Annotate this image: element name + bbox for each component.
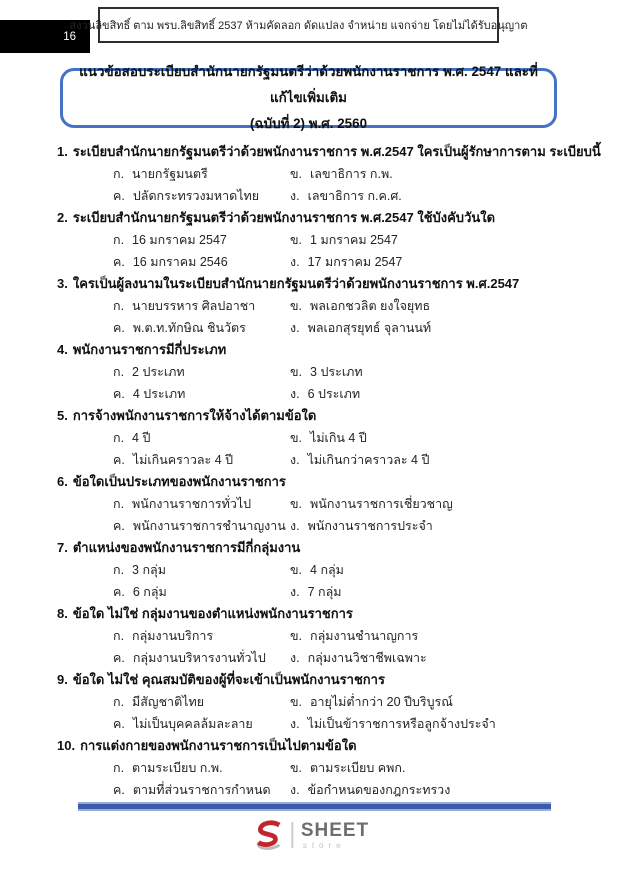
choice-d bbox=[290, 713, 587, 735]
choice-label: ก. bbox=[113, 167, 125, 181]
choice-text: 4 กลุ่ม bbox=[310, 563, 344, 577]
choice-text: อายุไม่ต่ำกว่า 20 ปีบริบูรณ์ bbox=[310, 695, 453, 709]
document-title-box bbox=[60, 64, 557, 131]
choice-label: ข. bbox=[290, 365, 303, 379]
choice-label: ค. bbox=[113, 585, 125, 599]
choice-text: กลุ่มงานบริหารงานทั่วไป bbox=[132, 651, 266, 665]
question-options bbox=[57, 295, 587, 339]
choice-d bbox=[290, 449, 587, 471]
choice-label: ค. bbox=[113, 519, 125, 533]
question-block bbox=[57, 735, 587, 801]
choice-c bbox=[113, 383, 290, 405]
choice-d bbox=[290, 317, 587, 339]
choice-label: ง. bbox=[290, 321, 300, 335]
question-text: การจ้างพนักงานราชการให้จ้างได้ตามข้อใด bbox=[72, 408, 317, 423]
choice-label: ข. bbox=[290, 497, 303, 511]
question-heading bbox=[57, 405, 587, 427]
choice-text: ตามระเบียบ คพก. bbox=[310, 761, 406, 775]
question-heading bbox=[57, 735, 587, 757]
question-block bbox=[57, 537, 587, 603]
choice-b bbox=[290, 229, 587, 251]
choice-text: กลุ่มงานชำนาญการ bbox=[310, 629, 419, 643]
choice-a bbox=[113, 361, 290, 383]
choice-label: ข. bbox=[290, 299, 303, 313]
choice-label: ค. bbox=[113, 255, 125, 269]
question-options bbox=[57, 361, 587, 405]
question-heading bbox=[57, 141, 601, 163]
choice-a bbox=[113, 295, 290, 317]
choice-label: ข. bbox=[290, 629, 303, 643]
choice-text: ตามที่ส่วนราชการกำหนด bbox=[132, 783, 271, 797]
choice-text: ไม่เป็นบุคคลล้มละลาย bbox=[132, 717, 253, 731]
question-block bbox=[57, 471, 587, 537]
choice-label: ก. bbox=[113, 365, 125, 379]
question-block bbox=[57, 669, 587, 735]
choice-text: กลุ่มงานวิชาชีพเฉพาะ bbox=[307, 651, 427, 665]
choice-text: ปลัดกระทรวงมหาดไทย bbox=[132, 189, 260, 203]
choice-label: ค. bbox=[113, 321, 125, 335]
choice-c bbox=[113, 317, 290, 339]
choice-text: เลขาธิการ ก.พ. bbox=[310, 167, 393, 181]
question-text: พนักงานราชการมีกี่ประเภท bbox=[72, 342, 227, 357]
choice-text: พนักงานราชการชำนาญงาน bbox=[132, 519, 286, 533]
choice-text: พลเอกชวลิต ยงใจยุทธ bbox=[310, 299, 431, 313]
question-text: ระเบียบสำนักนายกรัฐมนตรีว่าด้วยพนักงานราชการ พ.ศ.2547 ใครเป็นผู้รักษาการตาม ระเบียบนี้ bbox=[72, 144, 601, 159]
question-options bbox=[57, 493, 587, 537]
question-options bbox=[57, 691, 587, 735]
choice-text: ข้อกำหนดของกฎกระทรวง bbox=[307, 783, 451, 797]
choice-label: ก. bbox=[113, 629, 125, 643]
question-heading bbox=[57, 339, 587, 361]
choice-a bbox=[113, 757, 290, 779]
question-heading bbox=[57, 603, 587, 625]
choice-text: 6 ประเภท bbox=[307, 387, 361, 401]
choice-b bbox=[290, 427, 587, 449]
question-block bbox=[57, 405, 587, 471]
choice-b bbox=[290, 625, 587, 647]
question-number: 8. bbox=[57, 606, 68, 621]
choice-a bbox=[113, 229, 290, 251]
question-heading bbox=[57, 471, 587, 493]
question-list bbox=[57, 141, 601, 801]
choice-label: ง. bbox=[290, 189, 300, 203]
question-heading bbox=[57, 207, 587, 229]
choice-text: มีสัญชาติไทย bbox=[132, 695, 205, 709]
choice-label: ค. bbox=[113, 387, 125, 401]
choice-text: 4 ปี bbox=[132, 431, 151, 445]
logo-s-icon bbox=[252, 818, 286, 852]
choice-text: 2 ประเภท bbox=[132, 365, 185, 379]
page-number: 16 bbox=[63, 30, 76, 43]
question-number: 6. bbox=[57, 474, 68, 489]
choice-b bbox=[290, 163, 587, 185]
question-text: ระเบียบสำนักนายกรัฐมนตรีว่าด้วยพนักงานราชการ พ.ศ.2547 ใช้บังคับวันใด bbox=[72, 210, 496, 225]
choice-text: นายกรัฐมนตรี bbox=[132, 167, 208, 181]
choice-d bbox=[290, 383, 587, 405]
question-text: ใครเป็นผู้ลงนามในระเบียบสำนักนายกรัฐมนตรีว่าด้วยพนักงานราชการ พ.ศ.2547 bbox=[72, 276, 520, 291]
logo-subtext: store bbox=[302, 840, 346, 850]
choice-text: พลเอกสุรยุทธ์ จุลานนท์ bbox=[307, 321, 432, 335]
choice-label: ข. bbox=[290, 431, 303, 445]
question-text: ตำแหน่งของพนักงานราชการมีกี่กลุ่มงาน bbox=[72, 540, 301, 555]
question-options bbox=[57, 559, 587, 603]
question-block bbox=[57, 207, 587, 273]
choice-d bbox=[290, 251, 587, 273]
choice-label: ง. bbox=[290, 783, 300, 797]
choice-label: ก. bbox=[113, 431, 125, 445]
choice-label: ค. bbox=[113, 453, 125, 467]
question-number: 9. bbox=[57, 672, 68, 687]
document-title-line1: แนวข้อสอบระเบียบสำนักนายกรัฐมนตรีว่าด้วยพนักงานราชการ พ.ศ. 2547 และที่แก้ไขเพิ่มเติม bbox=[79, 64, 538, 105]
choice-a bbox=[113, 493, 290, 515]
choice-d bbox=[290, 185, 587, 207]
choice-b bbox=[290, 295, 587, 317]
question-number: 2. bbox=[57, 210, 68, 225]
choice-text: เลขาธิการ ก.ค.ศ. bbox=[307, 189, 402, 203]
choice-text: พนักงานราชการทั่วไป bbox=[132, 497, 252, 511]
choice-c bbox=[113, 449, 290, 471]
choice-a bbox=[113, 691, 290, 713]
question-block bbox=[57, 603, 587, 669]
choice-text: 3 ประเภท bbox=[310, 365, 363, 379]
logo-wordmark bbox=[301, 821, 369, 850]
choice-label: ค. bbox=[113, 717, 125, 731]
choice-text: 17 มกราคม 2547 bbox=[307, 255, 403, 269]
choice-c bbox=[113, 251, 290, 273]
question-text: ข้อใด ไม่ใช่ คุณสมบัติของผู้ที่จะเข้าเป็นพนักงานราชการ bbox=[72, 672, 385, 687]
question-options bbox=[57, 229, 587, 273]
choice-b bbox=[290, 361, 587, 383]
question-number: 4. bbox=[57, 342, 68, 357]
question-text: ข้อใดเป็นประเภทของพนักงานราชการ bbox=[72, 474, 286, 489]
question-number: 1. bbox=[57, 144, 68, 159]
question-options bbox=[57, 757, 587, 801]
choice-text: พ.ต.ท.ทักษิณ ชินวัตร bbox=[132, 321, 246, 335]
choice-a bbox=[113, 163, 290, 185]
choice-label: ง. bbox=[290, 519, 300, 533]
choice-d bbox=[290, 647, 587, 669]
question-heading bbox=[57, 273, 587, 295]
choice-label: ข. bbox=[290, 761, 303, 775]
choice-text: พนักงานราชการเชี่ยวชาญ bbox=[310, 497, 453, 511]
question-number: 3. bbox=[57, 276, 68, 291]
choice-c bbox=[113, 185, 290, 207]
sheet-store-logo bbox=[252, 818, 369, 852]
choice-text: 4 ประเภท bbox=[132, 387, 186, 401]
question-heading bbox=[57, 669, 587, 691]
choice-c bbox=[113, 581, 290, 603]
choice-d bbox=[290, 515, 587, 537]
logo-name: SHEET bbox=[300, 819, 370, 841]
question-number: 7. bbox=[57, 540, 68, 555]
choice-text: 1 มกราคม 2547 bbox=[310, 233, 398, 247]
choice-a bbox=[113, 427, 290, 449]
choice-text: กลุ่มงานบริการ bbox=[132, 629, 214, 643]
question-options bbox=[57, 163, 587, 207]
question-heading bbox=[57, 537, 587, 559]
choice-label: ก. bbox=[113, 497, 125, 511]
question-number: 10. bbox=[57, 738, 76, 753]
question-text: การแต่งกายของพนักงานราชการเป็นไปตามข้อใด bbox=[80, 738, 357, 753]
document-title-line2: (ฉบับที่ 2) พ.ศ. 2560 bbox=[249, 116, 368, 131]
choice-d bbox=[290, 779, 587, 801]
choice-text: ไม่เป็นข้าราชการหรือลูกจ้างประจำ bbox=[307, 717, 496, 731]
choice-label: ง. bbox=[290, 453, 300, 467]
choice-label: ค. bbox=[113, 189, 125, 203]
choice-b bbox=[290, 691, 587, 713]
choice-text: 16 มกราคม 2546 bbox=[132, 255, 228, 269]
question-block bbox=[57, 273, 587, 339]
choice-label: ค. bbox=[113, 783, 125, 797]
choice-label: ข. bbox=[290, 563, 303, 577]
choice-c bbox=[113, 779, 290, 801]
choice-a bbox=[113, 625, 290, 647]
choice-label: ง. bbox=[290, 255, 300, 269]
choice-c bbox=[113, 713, 290, 735]
choice-label: ก. bbox=[113, 299, 125, 313]
choice-label: ง. bbox=[290, 717, 300, 731]
choice-text: 6 กลุ่ม bbox=[132, 585, 167, 599]
choice-text: ไม่เกินคราวละ 4 ปี bbox=[132, 453, 234, 467]
choice-b bbox=[290, 559, 587, 581]
choice-label: ค. bbox=[113, 651, 125, 665]
question-block bbox=[57, 339, 587, 405]
choice-text: 7 กลุ่ม bbox=[307, 585, 342, 599]
choice-c bbox=[113, 647, 290, 669]
logo-divider bbox=[291, 822, 293, 848]
choice-label: ก. bbox=[113, 233, 125, 247]
choice-label: ง. bbox=[290, 387, 300, 401]
question-number: 5. bbox=[57, 408, 68, 423]
choice-text: ไม่เกิน 4 ปี bbox=[310, 431, 367, 445]
choice-text: ไม่เกินกว่าคราวละ 4 ปี bbox=[307, 453, 430, 467]
choice-b bbox=[290, 493, 587, 515]
question-block bbox=[57, 141, 601, 207]
choice-a bbox=[113, 559, 290, 581]
choice-c bbox=[113, 515, 290, 537]
choice-d bbox=[290, 581, 587, 603]
choice-label: ก. bbox=[113, 761, 125, 775]
choice-label: ข. bbox=[290, 233, 303, 247]
choice-text: พนักงานราชการประจำ bbox=[307, 519, 433, 533]
choice-label: ข. bbox=[290, 167, 303, 181]
choice-label: ง. bbox=[290, 651, 300, 665]
footer-divider-bar bbox=[78, 802, 551, 811]
choice-label: ก. bbox=[113, 563, 125, 577]
choice-label: ข. bbox=[290, 695, 303, 709]
question-options bbox=[57, 427, 587, 471]
choice-b bbox=[290, 757, 587, 779]
question-options bbox=[57, 625, 587, 669]
copyright-notice: สงวนลิขสิทธิ์ ตาม พรบ.ลิขสิทธิ์ 2537 ห้ามคัดลอก ดัดแปลง จำหน่าย แจกจ่าย โดยไม่ได้รับอนุญาต bbox=[69, 20, 528, 32]
choice-text: ตามระเบียบ ก.พ. bbox=[132, 761, 223, 775]
question-text: ข้อใด ไม่ใช่ กลุ่มงานของตำแหน่งพนักงานราชการ bbox=[72, 606, 353, 621]
choice-label: ก. bbox=[113, 695, 125, 709]
choice-text: 3 กลุ่ม bbox=[132, 563, 166, 577]
choice-text: 16 มกราคม 2547 bbox=[132, 233, 227, 247]
choice-text: นายบรรหาร ศิลปอาชา bbox=[132, 299, 256, 313]
choice-label: ง. bbox=[290, 585, 300, 599]
